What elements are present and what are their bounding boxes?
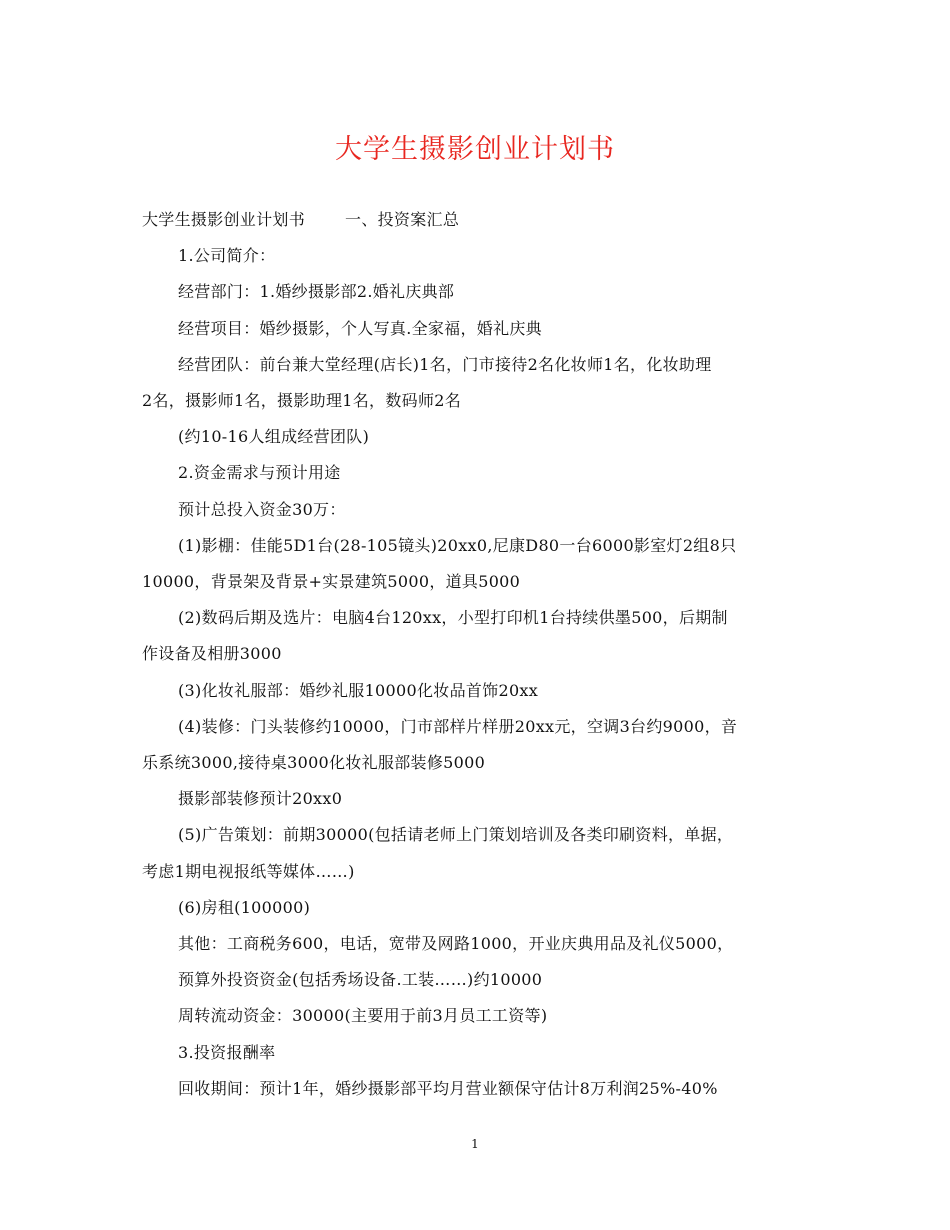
paragraph-line: (6)房租(100000)	[178, 897, 311, 917]
paragraph-line: 2名，摄影师1名，摄影助理1名，数码师2名	[142, 391, 462, 411]
heading-left: 大学生摄影创业计划书	[142, 210, 306, 229]
paragraph-line: 摄影部装修预计20xx0	[178, 789, 343, 809]
paragraph-line: (3)化妆礼服部：婚纱礼服10000化妆品首饰20xx	[178, 680, 539, 700]
heading-right: 一、投资案汇总	[345, 210, 460, 229]
paragraph-line: (5)广告策划：前期30000(包括请老师上门策划培训及各类印刷资料，单据，	[178, 825, 734, 845]
paragraph-line: (2)数码后期及选片：电脑4台120xx，小型打印机1台持续供墨500，后期制	[178, 608, 728, 628]
paragraph-line: 2.资金需求与预计用途	[178, 463, 341, 483]
paragraph-line: 乐系统3000,接待桌3000化妆礼服部装修5000	[142, 753, 486, 773]
paragraph-line: (约10-16人组成经营团队)	[178, 427, 370, 447]
paragraph-line: (4)装修：门头装修约10000，门市部样片样册20xx元，空调3台约9000，音	[178, 716, 738, 736]
paragraph-line: 其他：工商税务600，电话，宽带及网路1000，开业庆典用品及礼仪5000，	[178, 934, 734, 954]
document-title: 大学生摄影创业计划书	[335, 134, 615, 165]
paragraph-line: 预计总投入资金30万：	[178, 499, 346, 519]
paragraph-line: 回收期间：预计1年，婚纱摄影部平均月营业额保守估计8万利润25%-40%	[178, 1078, 718, 1098]
paragraph-list	[142, 238, 814, 1107]
paragraph-line: 3.投资报酬率	[178, 1042, 276, 1062]
paragraph-line: 经营项目：婚纱摄影，个人写真.全家福，婚礼庆典	[178, 318, 542, 338]
paragraph-line: 1.公司简介：	[178, 246, 276, 266]
document-body	[142, 202, 814, 1107]
paragraph-line: 周转流动资金：30000(主要用于前3月员工工资等)	[178, 1006, 548, 1026]
paragraph-line: 考虑1期电视报纸等媒体……)	[142, 861, 355, 881]
paragraph-line: 10000，背景架及背景+实景建筑5000，道具5000	[142, 572, 521, 592]
page-number: 1	[471, 1137, 479, 1151]
paragraph-line: (1)影棚：佳能5D1台(28-105镜头)20xx0,尼康D80一台6000影室灯2组8只	[178, 535, 737, 555]
paragraph-line: 预算外投资资金(包括秀场设备.工装……)约10000	[178, 970, 543, 990]
paragraph-line: 经营团队：前台兼大堂经理(店长)1名，门市接待2名化妆师1名，化妆助理	[178, 354, 712, 374]
paragraph-line: 作设备及相册3000	[142, 644, 282, 664]
paragraph-line: 经营部门：1.婚纱摄影部2.婚礼庆典部	[178, 282, 455, 302]
section-heading-line	[142, 202, 814, 238]
